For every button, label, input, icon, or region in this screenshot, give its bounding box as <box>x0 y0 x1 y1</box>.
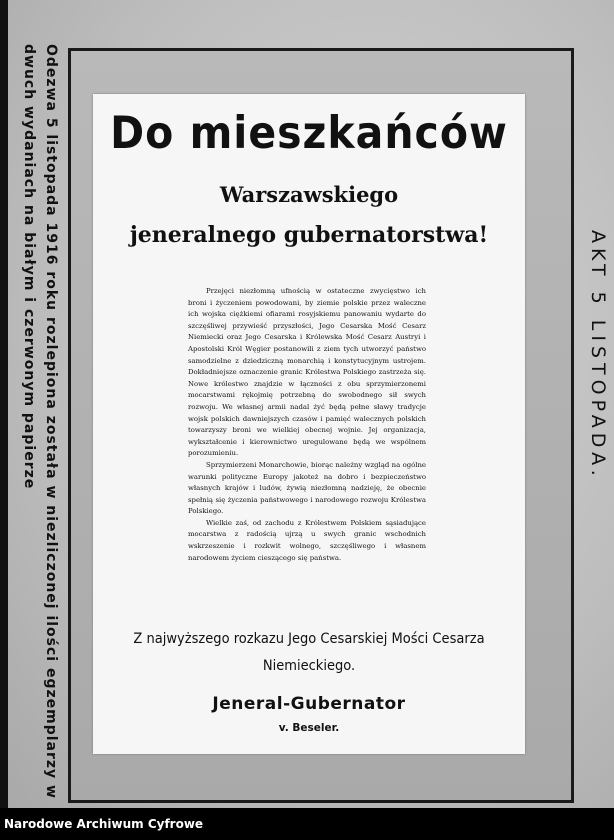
proclamation-body <box>188 286 426 564</box>
side-caption-left: Odezwa 5 listopada 1916 roku rozlepiona została w niezliczonej ilości egzemplarzy w dwuch wydaniach na białym i czerwonym papierze <box>21 44 59 799</box>
body-paragraph-3: Wielkie zaś, od zachodu z Królestwem Polskiem sąsiadujące mocarstwa z radością ujrzą u swych granic wschodnich wskrzeszenie i rozkwit wolnego, szczęśliwego i własnem narodowem życiem cieszącego się państwa. <box>188 518 426 562</box>
poster-subtitle-2: jeneralnego gubernatorstwa! <box>129 222 489 248</box>
side-caption-right: AKT 5 LISTOPADA. <box>587 230 609 481</box>
signer-title: Jeneral-Gubernator <box>212 694 406 714</box>
archive-footer: Narodowe Archiwum Cyfrowe <box>0 808 614 840</box>
closing-line-1: Z najwyższego rozkazu Jego Cesarskiej Mości Cesarza <box>133 631 485 647</box>
poster-subtitle-1: Warszawskiego <box>219 182 399 207</box>
body-paragraph-1: Przejęci niezłomną ufnością w ostateczne zwycięstwo ich broni i życzeniem powodowani, by ziemie polskie przez waleczne ich wojska ciężkiemi ofiarami rosyjskiemu panowaniu wydarte do szczęśliwej przywieść przyszłości, Jego Cesarska Mość Cesarz Niemiecki oraz Jego Cesarska i Królewska Mość Cesarz Austryi i Apostolski Król Węgier postanowili z ziem tych utworzyć państwo samodzielne z dziedziczną monarchią i konstytucyjnym ustrojem. Dokładniejsze oznaczenie granic Królestwa Polskiego zastrzeża się. Nowe królestwo znajdzie w łączności z obu sprzymierzonemi mocarstwami rękojmię potrzebną do swobodnego sił swych rozwoju. We własnej armii nadal żyć będą pełne sławy tradycje wojsk polskich dawniejszych czasów i pamięć walecznych polskich towarzyszy broni we wielkiej obecnej wojnie. Jej organizacja, wykształcenie i kierownictwo uregulowane będą we wspólnem porozumieniu. <box>188 287 426 458</box>
closing-statement <box>103 626 515 680</box>
body-paragraph-2: Sprzymierzeni Monarchowie, biorąc należny wzgląd na ogólne warunki polityczne Europy jakoteż na dobro i bezpieczeństwo własnych krajów i ludów, żywią niezłomną nadzieję, że obecnie spełnią się życzenia państwowego i narodowego rozwoju Królestwa Polskiego. <box>188 460 426 516</box>
signer-name: v. Beseler. <box>278 722 340 734</box>
poster-title: Do mieszkańców <box>110 107 508 159</box>
proclamation-poster <box>93 94 525 754</box>
closing-line-2: Niemieckiego. <box>262 658 356 674</box>
